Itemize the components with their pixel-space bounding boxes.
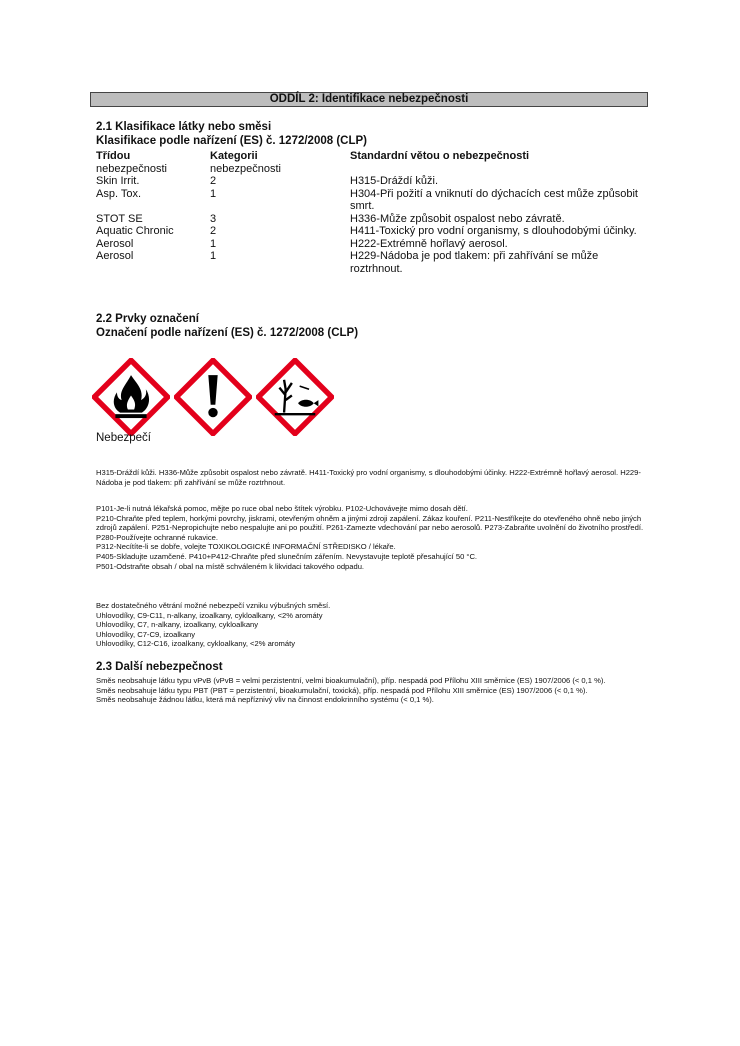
row-category: 2 [210, 175, 217, 187]
row-class: Asp. Tox. [96, 187, 142, 200]
header-category [210, 150, 350, 175]
hazard-statements-text: H315-Dráždí kůži. H336-Může způsobit ospalost nebo závratě. H411-Toxický pro vodní organismy, s dlouhodobými účinky. H222-Extrémně hořlavý aerosol. H229-Nádoba je pod tlakem: při zahřívání se může roztrhnout. [96, 468, 641, 487]
clp-labelling-heading: Označení podle nařízení (ES) č. 1272/2008 (CLP) [96, 327, 359, 339]
section-2-1-heading: 2.1 Klasifikace látky nebo směsi [96, 121, 272, 133]
flame-icon [92, 358, 170, 436]
table-row [96, 250, 656, 275]
precautionary-line: P405-Skladujte uzamčené. P410+P412-Chraňte před slunečním zářením. Nevystavujte teplotě přesahující 50 °C. [96, 551, 478, 561]
table-row [96, 238, 656, 251]
other-hazards-line: Směs neobsahuje žádnou látku, která má nepříznivý vliv na činnost endokrinního systému (< 0,1 %). [96, 695, 434, 705]
header-category-line1: Kategorii [210, 150, 258, 162]
row-class: Skin Irrit. [96, 175, 140, 187]
table-row [96, 188, 656, 213]
row-class: STOT SE [96, 212, 143, 225]
supplemental-line: Uhlovodíky, C7, n-alkany, izoalkany, cykloalkany [96, 620, 259, 630]
ghs-pictograms [92, 358, 334, 436]
precautionary-statements [96, 504, 656, 571]
row-statement: H229-Nádoba je pod tlakem: při zahřívání se může roztrhnout. [350, 250, 599, 275]
supplemental-line: Uhlovodíky, C12-C16, izoalkany, cykloalkany, <2% aromáty [96, 639, 296, 649]
precautionary-line: P501-Odstraňte obsah / obal na místě schváleném k likvidaci takového odpadu. [96, 561, 365, 571]
header-hazard-class [96, 150, 210, 175]
row-category: 1 [210, 237, 217, 250]
section-2-2-heading: 2.2 Prvky označení [96, 313, 199, 325]
other-hazards-line: Směs neobsahuje látku typu vPvB (vPvB = velmi perzistentní, velmi bioakumulační), příp. nespadá pod Přílohu XIII směrnice (ES) 1907/2006 (< 0,1 %). [96, 676, 606, 685]
precautionary-line: P101-Je-li nutná lékařská pomoc, mějte po ruce obal nebo štítek výrobku. P102-Uchovávejte mimo dosah dětí. [96, 504, 468, 513]
header-statement: Standardní větou o nebezpečnosti [350, 150, 530, 162]
row-category: 1 [210, 250, 217, 262]
supplemental-line: Bez dostatečného větrání možné nebezpečí vzniku výbušných směsí. [96, 601, 331, 610]
row-category: 1 [210, 187, 217, 200]
section-2-3-heading: 2.3 Další nebezpečnost [96, 661, 223, 673]
row-statement: H315-Dráždí kůži. [350, 175, 439, 187]
hazard-statements [96, 468, 656, 487]
clp-classification-heading: Klasifikace podle nařízení (ES) č. 1272/2008 (CLP) [96, 135, 367, 147]
row-statement: H304-Při požití a vniknutí do dýchacích cest může způsobit smrt. [350, 187, 638, 212]
precautionary-line: P210-Chraňte před teplem, horkými povrchy, jiskrami, otevřeným ohněm a jinými zdroji zapálení. Zákaz kouření. P211-Nestříkejte do otevřeného ohně nebo jiných zdrojů zapálení. P251-Nepropichujte nebo nespalujte ani po použití. P261-Zamezte vdechování par nebo aerosolů. P273-Zabraňte uvolnění do životního prostředí. P280-Používejte ochranné rukavice. [96, 513, 644, 542]
row-class: Aerosol [96, 237, 134, 250]
row-class: Aerosol [96, 250, 134, 262]
table-header [96, 150, 656, 175]
row-statement: H222-Extrémně hořlavý aerosol. [350, 237, 508, 250]
table-row [96, 175, 656, 188]
row-category: 3 [210, 212, 217, 225]
row-category: 2 [210, 225, 217, 237]
precautionary-line: P312-Necítíte-li se dobře, volejte TOXIKOLOGICKÉ INFORMAČNÍ STŘEDISKO / lékaře. [96, 542, 396, 552]
supplemental-line: Uhlovodíky, C9-C11, n-alkany, izoalkany, cykloalkany, <2% aromáty [96, 610, 323, 620]
table-row [96, 225, 656, 238]
row-statement: H411-Toxický pro vodní organismy, s dlouhodobými účinky. [350, 225, 637, 237]
other-hazards [96, 676, 656, 705]
header-hazard-class-line1: Třídou [96, 150, 131, 162]
signal-word: Nebezpečí [96, 432, 151, 444]
row-class: Aquatic Chronic [96, 225, 174, 237]
supplemental-line: Uhlovodíky, C7-C9, izoalkany [96, 629, 196, 639]
header-category-line2: nebezpečnosti [210, 162, 281, 175]
environment-icon [256, 358, 334, 436]
header-hazard-class-line2: nebezpečnosti [96, 162, 167, 175]
section-title-bar: ODDÍL 2: Identifikace nebezpečnosti [90, 92, 648, 107]
row-statement: H336-Může způsobit ospalost nebo závratě. [350, 212, 565, 225]
supplemental-info [96, 601, 656, 649]
classification-table [96, 150, 656, 275]
other-hazards-line: Směs neobsahuje látku typu PBT (PBT = perzistentní, bioakumulační, toxická), příp. nespadá pod Přílohu XIII směrnice (ES) 1907/2006 (< 0,1 %). [96, 685, 588, 695]
table-row [96, 213, 656, 226]
exclamation-mark-icon [174, 358, 252, 436]
